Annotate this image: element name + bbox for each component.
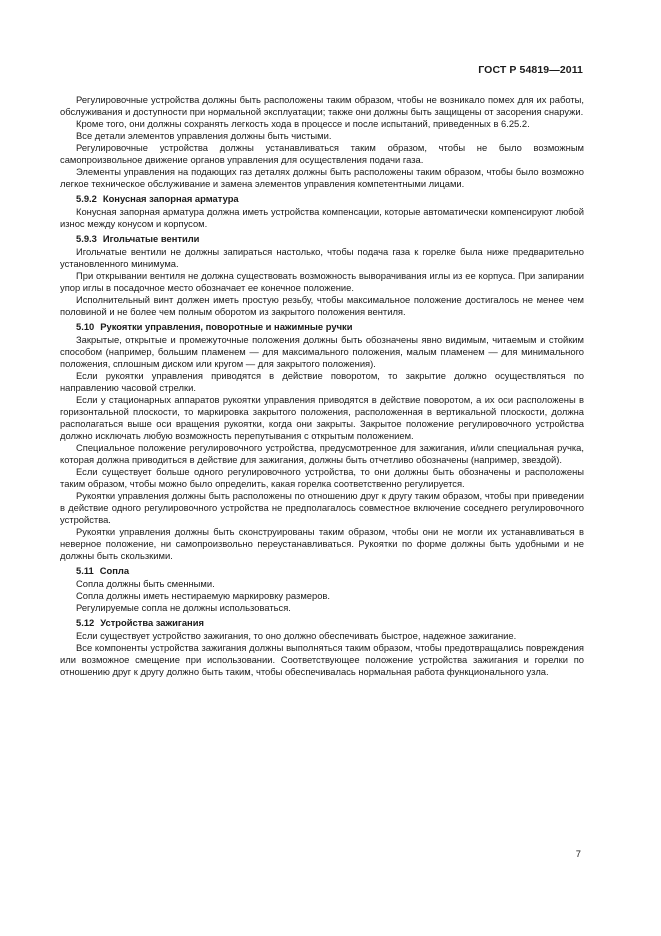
section-number: 5.10 [76,321,95,332]
paragraph: Исполнительный винт должен иметь простую резьбу, чтобы максимальное положение достигалось не менее чем половиной и не более чем полным оборотом из закрытого положения вентиля. [60,294,584,317]
paragraph: Регулировочные устройства должны быть расположены таким образом, чтобы не возникало помех для их работы, обслуживания и доступности при нормальной эксплуатации; также они должны быть защищены от засорения снаружи. [60,94,584,117]
page-number: 7 [575,848,581,859]
paragraph: Если существует устройство зажигания, то оно должно обеспечивать быстрое, надежное зажигание. [76,630,517,641]
paragraph: Специальное положение регулировочного устройства, предусмотренное для зажигания, и/или специальная ручка, которая должна приводиться в действие для зажигания, должны быть отчетливо обозначены (например, звездой). [60,442,584,465]
section-heading [60,193,584,205]
section-number: 5.12 [76,617,95,628]
paragraph: Сопла должны иметь нестираемую маркировку размеров. [76,590,330,601]
section-number: 5.9.3 [76,233,97,244]
section-number: 5.9.2 [76,193,97,204]
document-header-id: ГОСТ Р 54819—2011 [478,64,583,76]
section-title: Игольчатые вентили [102,233,200,244]
section-heading [60,233,584,245]
paragraph: Игольчатые вентили не должны запираться настолько, чтобы подача газа к горелке была ниже предварительно установленного минимума. [60,246,584,269]
paragraph: Если существует больше одного регулировочного устройства, то они должны быть обозначены и расположены таким образом, чтобы можно было определить, какая горелка соответственно регулируется. [60,466,584,489]
paragraph: Сопла должны быть сменными. [76,578,215,589]
document-body [60,94,584,678]
section-title: Устройства зажигания [100,617,204,628]
section-title: Рукоятки управления, поворотные и нажимные ручки [100,321,353,332]
paragraph: Рукоятки управления должны быть сконструированы таким образом, чтобы они не могли их устанавливаться в неверное положение, ни самопроизвольно переустанавливаться. Рукоятки по форме должны быть удобными и не должны быть скользкими. [60,526,584,561]
paragraph: При открывании вентиля не должна существовать возможность выворачивания иглы из ее корпуса. При запирании упор иглы в посадочное место обозначает ее конечное положение. [60,270,584,293]
paragraph: Если рукоятки управления приводятся в действие поворотом, то закрытие должно осуществляться по направлению часовой стрелки. [60,370,584,393]
paragraph: Все компоненты устройства зажигания должны выполняться таким образом, чтобы предотвращались повреждения или возможное смещение при использовании. Соответствующее положение устройства зажигания и горелки по отношению друг к другу должно быть таким, чтобы обеспечивалась нормальная работа функционального узла. [60,642,584,677]
paragraph: Кроме того, они должны сохранять легкость хода в процессе и после испытаний, приведенных в 6.25.2. [76,118,530,129]
section-title: Сопла [99,565,130,576]
paragraph: Если у стационарных аппаратов рукоятки управления приводятся в действие поворотом, а их оси расположены в горизонтальной плоскости, то маркировка закрытого положения, расположенная в вертикальной плоскости, должна располагаться выше оси вращения рукоятки, когда они закрыты. Закрытое положение регулировочного устройства должно исключать любую возможность перепутывания с открытым положением. [60,394,584,441]
paragraph: Элементы управления на подающих газ деталях должны быть расположены таким образом, чтобы было возможно легкое техническое обслуживание и замена элементов управления компетентными лицами. [60,166,584,189]
section-heading [60,617,584,629]
section-title: Конусная запорная арматура [102,193,239,204]
section-heading [60,321,584,333]
paragraph: Регулируемые сопла не должны использоваться. [76,602,291,613]
paragraph: Рукоятки управления должны быть расположены по отношению друг к другу таким образом, чтобы при приведении в действие одного регулировочного устройства не предполагалось совместное включение соседнего регулировочного устройства. [60,490,584,525]
section-number: 5.11 [76,565,94,576]
paragraph: Регулировочные устройства должны устанавливаться таким образом, чтобы не было возможным самопроизвольное движение органов управления для осуществления подачи газа. [60,142,584,165]
paragraph: Закрытые, открытые и промежуточные положения должны быть обозначены явно видимым, читаемым и стойким способом (например, большим пламенем — для максимального положения, малым пламенем — для минимального положения, сплошным диском или кругом — для закрытого положения). [60,334,584,369]
paragraph: Конусная запорная арматура должна иметь устройства компенсации, которые автоматически компенсируют любой износ между конусом и корпусом. [60,206,584,229]
section-heading [60,565,584,577]
paragraph: Все детали элементов управления должны быть чистыми. [76,130,332,141]
